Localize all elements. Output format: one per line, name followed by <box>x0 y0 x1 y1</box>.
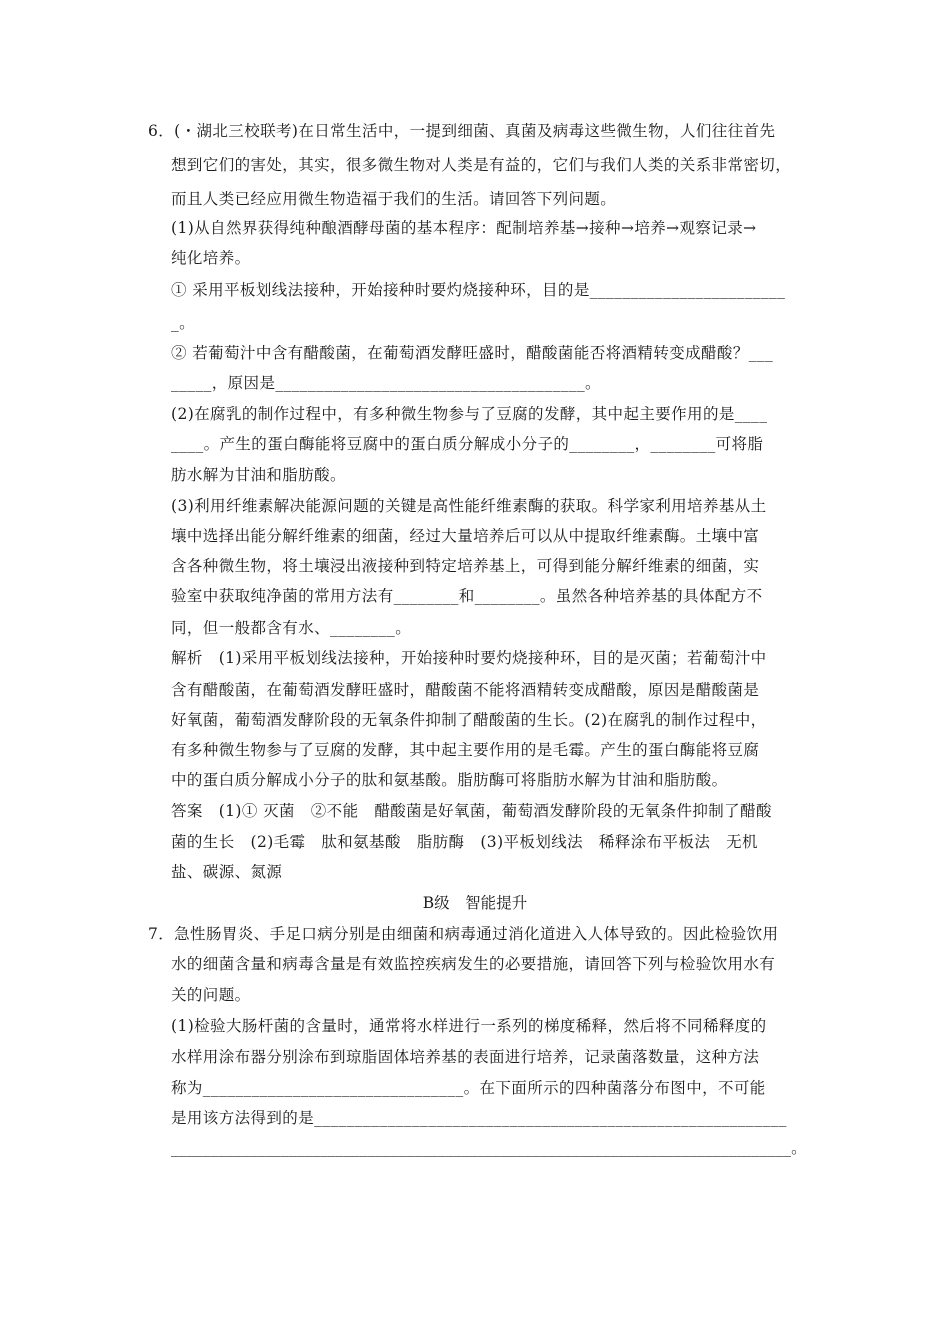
q7-part1-line: _______________________________________________________________________________。 <box>171 1139 807 1157</box>
q6-part3-line: 同，但一般都含有水、________。 <box>171 619 412 637</box>
q6-answer-line: 盐、碳源、氮源 <box>171 863 283 881</box>
q6-answer-line: 菌的生长 (2)毛霉 肽和氨基酸 脂肪酶 (3)平板划线法 稀释涂布平板法 无机 <box>171 833 758 851</box>
q6-analysis-line: 解析 (1)采用平板划线法接种，开始接种时要灼烧接种环，目的是灭菌；若葡萄汁中 <box>171 649 767 667</box>
q6-part1-sub1-line: ① 采用平板划线法接种，开始接种时要灼烧接种环，目的是________________________ <box>171 281 786 299</box>
q6-part3-line: 含各种微生物，将土壤浸出液接种到特定培养基上，可得到能分解纤维素的细菌，实 <box>171 557 760 575</box>
q6-answer-line: 答案 (1)① 灭菌 ②不能 醋酸菌是好氧菌，葡萄酒发酵阶段的无氧条件抑制了醋酸 <box>171 802 772 820</box>
q6-stem-line: 6．(・湖北三校联考)在日常生活中，一提到细菌、真菌及病毒这些微生物，人们往往首先 <box>148 122 776 140</box>
q6-part1-sub2-line: ② 若葡萄汁中含有醋酸菌，在葡萄酒发酵旺盛时，醋酸菌能否将酒精转变成醋酸？___ <box>171 344 774 362</box>
q6-stem-line: 而且人类已经应用微生物造福于我们的生活。请回答下列问题。 <box>171 190 617 208</box>
q6-part3-line: (3)利用纤维素解决能源问题的关键是高性能纤维素酶的获取。科学家利用培养基从土 <box>171 497 767 515</box>
q7-part1-line: 是用该方法得到的是__________________________________________________________ <box>171 1109 787 1127</box>
q6-part2-line: ____。产生的蛋白酶能将豆腐中的蛋白质分解成小分子的________，________可将脂 <box>171 435 764 453</box>
q6-part1-sub2-line: _____，原因是______________________________________。 <box>171 374 601 392</box>
q7-stem-line: 7．急性肠胃炎、手足口病分别是由细菌和病毒通过消化道进入人体导致的。因此检验饮用 <box>148 925 779 943</box>
q6-stem-line: 想到它们的害处，其实，很多微生物对人类是有益的，它们与我们人类的关系非常密切， <box>171 156 792 174</box>
q7-stem-line: 关的问题。 <box>171 986 251 1004</box>
q7-part1-line: 称为________________________________。在下面所示的四种菌落分布图中，不可能 <box>171 1079 766 1097</box>
q7-part1-line: 水样用涂布器分别涂布到琼脂固体培养基的表面进行培养，记录菌落数量，这种方法 <box>171 1048 760 1066</box>
q6-analysis-line: 含有醋酸菌，在葡萄酒发酵旺盛时，醋酸菌不能将酒精转变成醋酸，原因是醋酸菌是 <box>171 681 760 699</box>
q6-part2-line: 肪水解为甘油和脂肪酸。 <box>171 466 346 484</box>
q6-part2-line: (2)在腐乳的制作过程中，有多种微生物参与了豆腐的发酵，其中起主要作用的是____ <box>171 405 768 423</box>
q6-part3-line: 壤中选择出能分解纤维素的细菌，经过大量培养后可以从中提取纤维素酶。土壤中富 <box>171 527 760 545</box>
q6-part1-line: 纯化培养。 <box>171 249 251 267</box>
q6-part1-sub1-line: _。 <box>171 314 196 332</box>
q7-part1-line: (1)检验大肠杆菌的含量时，通常将水样进行一系列的梯度稀释，然后将不同稀释度的 <box>171 1017 767 1035</box>
q6-analysis-line: 中的蛋白质分解成小分子的肽和氨基酸。脂肪酶可将脂肪水解为甘油和脂肪酸。 <box>171 771 728 789</box>
q6-analysis-line: 好氧菌，葡萄酒发酵阶段的无氧条件抑制了醋酸菌的生长。(2)在腐乳的制作过程中， <box>171 711 767 729</box>
section-title: B级 智能提升 <box>422 894 528 912</box>
q6-part3-line: 验室中获取纯净菌的常用方法有________和________。虽然各种培养基的具体配方不 <box>171 587 763 605</box>
q7-stem-line: 水的细菌含量和病毒含量是有效监控疾病发生的必要措施，请回答下列与检验饮用水有 <box>171 955 776 973</box>
q6-part1-line: (1)从自然界获得纯种酿酒酵母菌的基本程序：配制培养基→接种→培养→观察记录→ <box>171 219 757 237</box>
q6-analysis-line: 有多种微生物参与了豆腐的发酵，其中起主要作用的是毛霉。产生的蛋白酶能将豆腐 <box>171 741 760 759</box>
